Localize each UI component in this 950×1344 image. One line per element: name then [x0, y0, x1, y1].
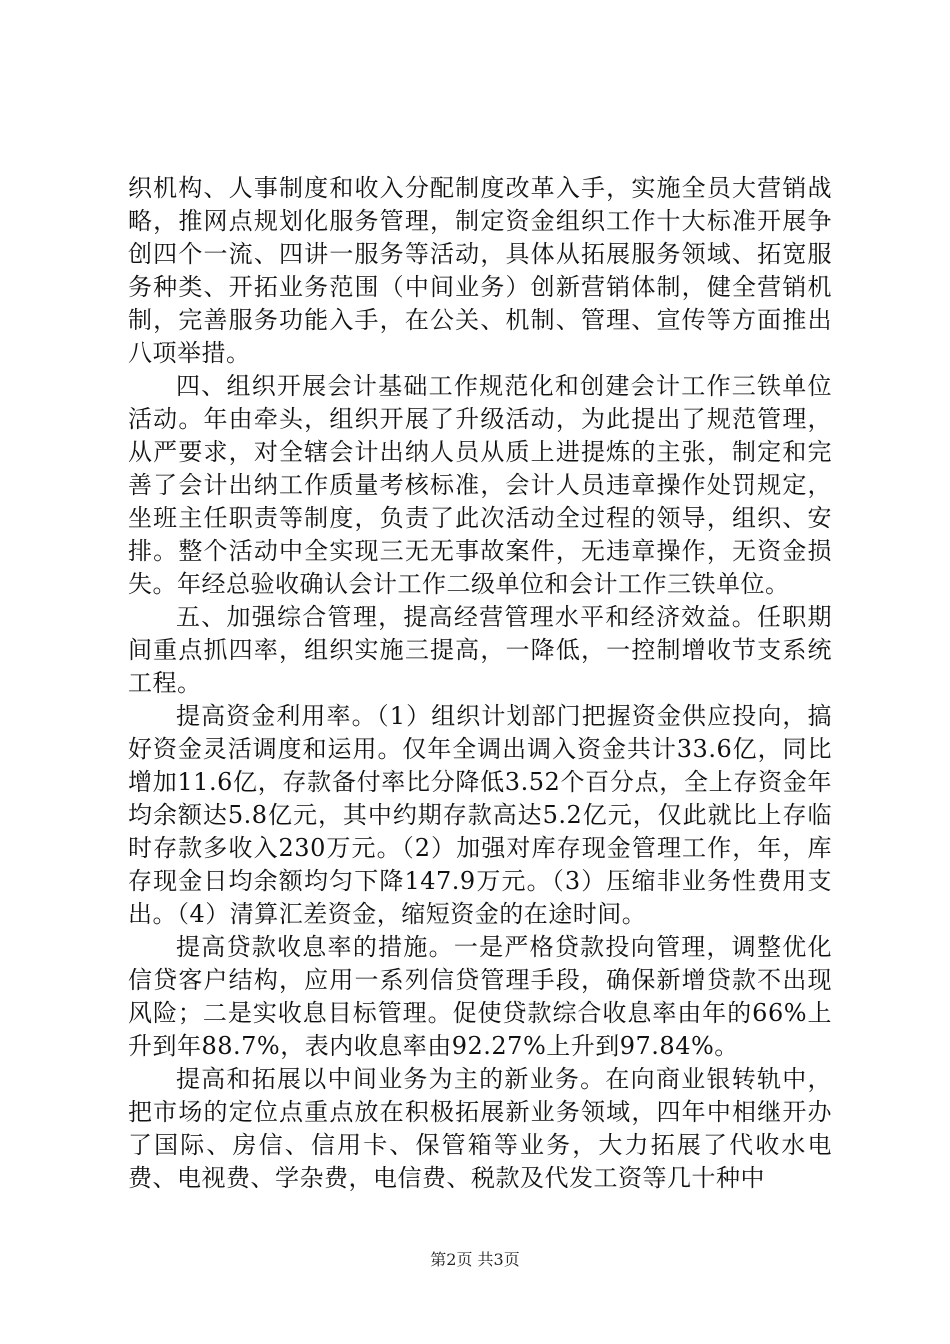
- paragraph-2: 四、组织开展会计基础工作规范化和创建会计工作三铁单位活动。年由牵头，组织开展了升级活动，为此提出了规范管理，从严要求，对全辖会计出纳人员从质上进提炼的主张，制定和完善了会计出纳工作质量考核标准，会计人员违章操作处罚规定，坐班主任职责等制度，负责了此次活动全过程的领导，组织、安排。整个活动中全实现三无无事故案件，无违章操作，无资金损失。年经总验收确认会计工作二级单位和会计工作三铁单位。: [128, 372, 832, 598]
- paragraph-6: 提高和拓展以中间业务为主的新业务。在向商业银转轨中，把市场的定位点重点放在积极拓展新业务领域，四年中相继开办了国际、房信、信用卡、保管箱等业务，大力拓展了代收水电费、电视费、学杂费，电信费、税款及代发工资等几十种中: [128, 1065, 832, 1192]
- paragraph-4: 提高资金利用率。（1）组织计划部门把握资金供应投向，搞好资金灵活调度和运用。仅年全调出调入资金共计33.6亿，同比增加11.6亿，存款备付率比分降低3.52个百分点，全上存资金年均余额达5.8亿元，其中约期存款高达5.2亿元，仅此就比上存临时存款多收入230万元。（2）加强对库存现金管理工作，年，库存现金日均余额均匀下降147.9万元。（3）压缩非业务性费用支出。（4）清算汇差资金，缩短资金的在途时间。: [128, 702, 832, 928]
- document-body: [128, 172, 832, 1195]
- paragraph-3: 五、加强综合管理，提高经营管理水平和经济效益。任职期间重点抓四率，组织实施三提高，一降低，一控制增收节支系统工程。: [128, 603, 832, 697]
- page-footer: 第2页 共3页: [430, 1250, 520, 1269]
- paragraph-5: 提高贷款收息率的措施。一是严格贷款投向管理，调整优化信贷客户结构，应用一系列信贷管理手段，确保新增贷款不出现风险；二是实收息目标管理。促使贷款综合收息率由年的66%上升到年88.7%，表内收息率由92.27%上升到97.84%。: [128, 933, 832, 1060]
- paragraph-1: 织机构、人事制度和收入分配制度改革入手，实施全员大营销战略，推网点规划化服务管理，制定资金组织工作十大标准开展争创四个一流、四讲一服务等活动，具体从拓展服务领域、拓宽服务种类、开拓业务范围（中间业务）创新营销体制，健全营销机制，完善服务功能入手，在公关、机制、管理、宣传等方面推出八项举措。: [128, 174, 832, 367]
